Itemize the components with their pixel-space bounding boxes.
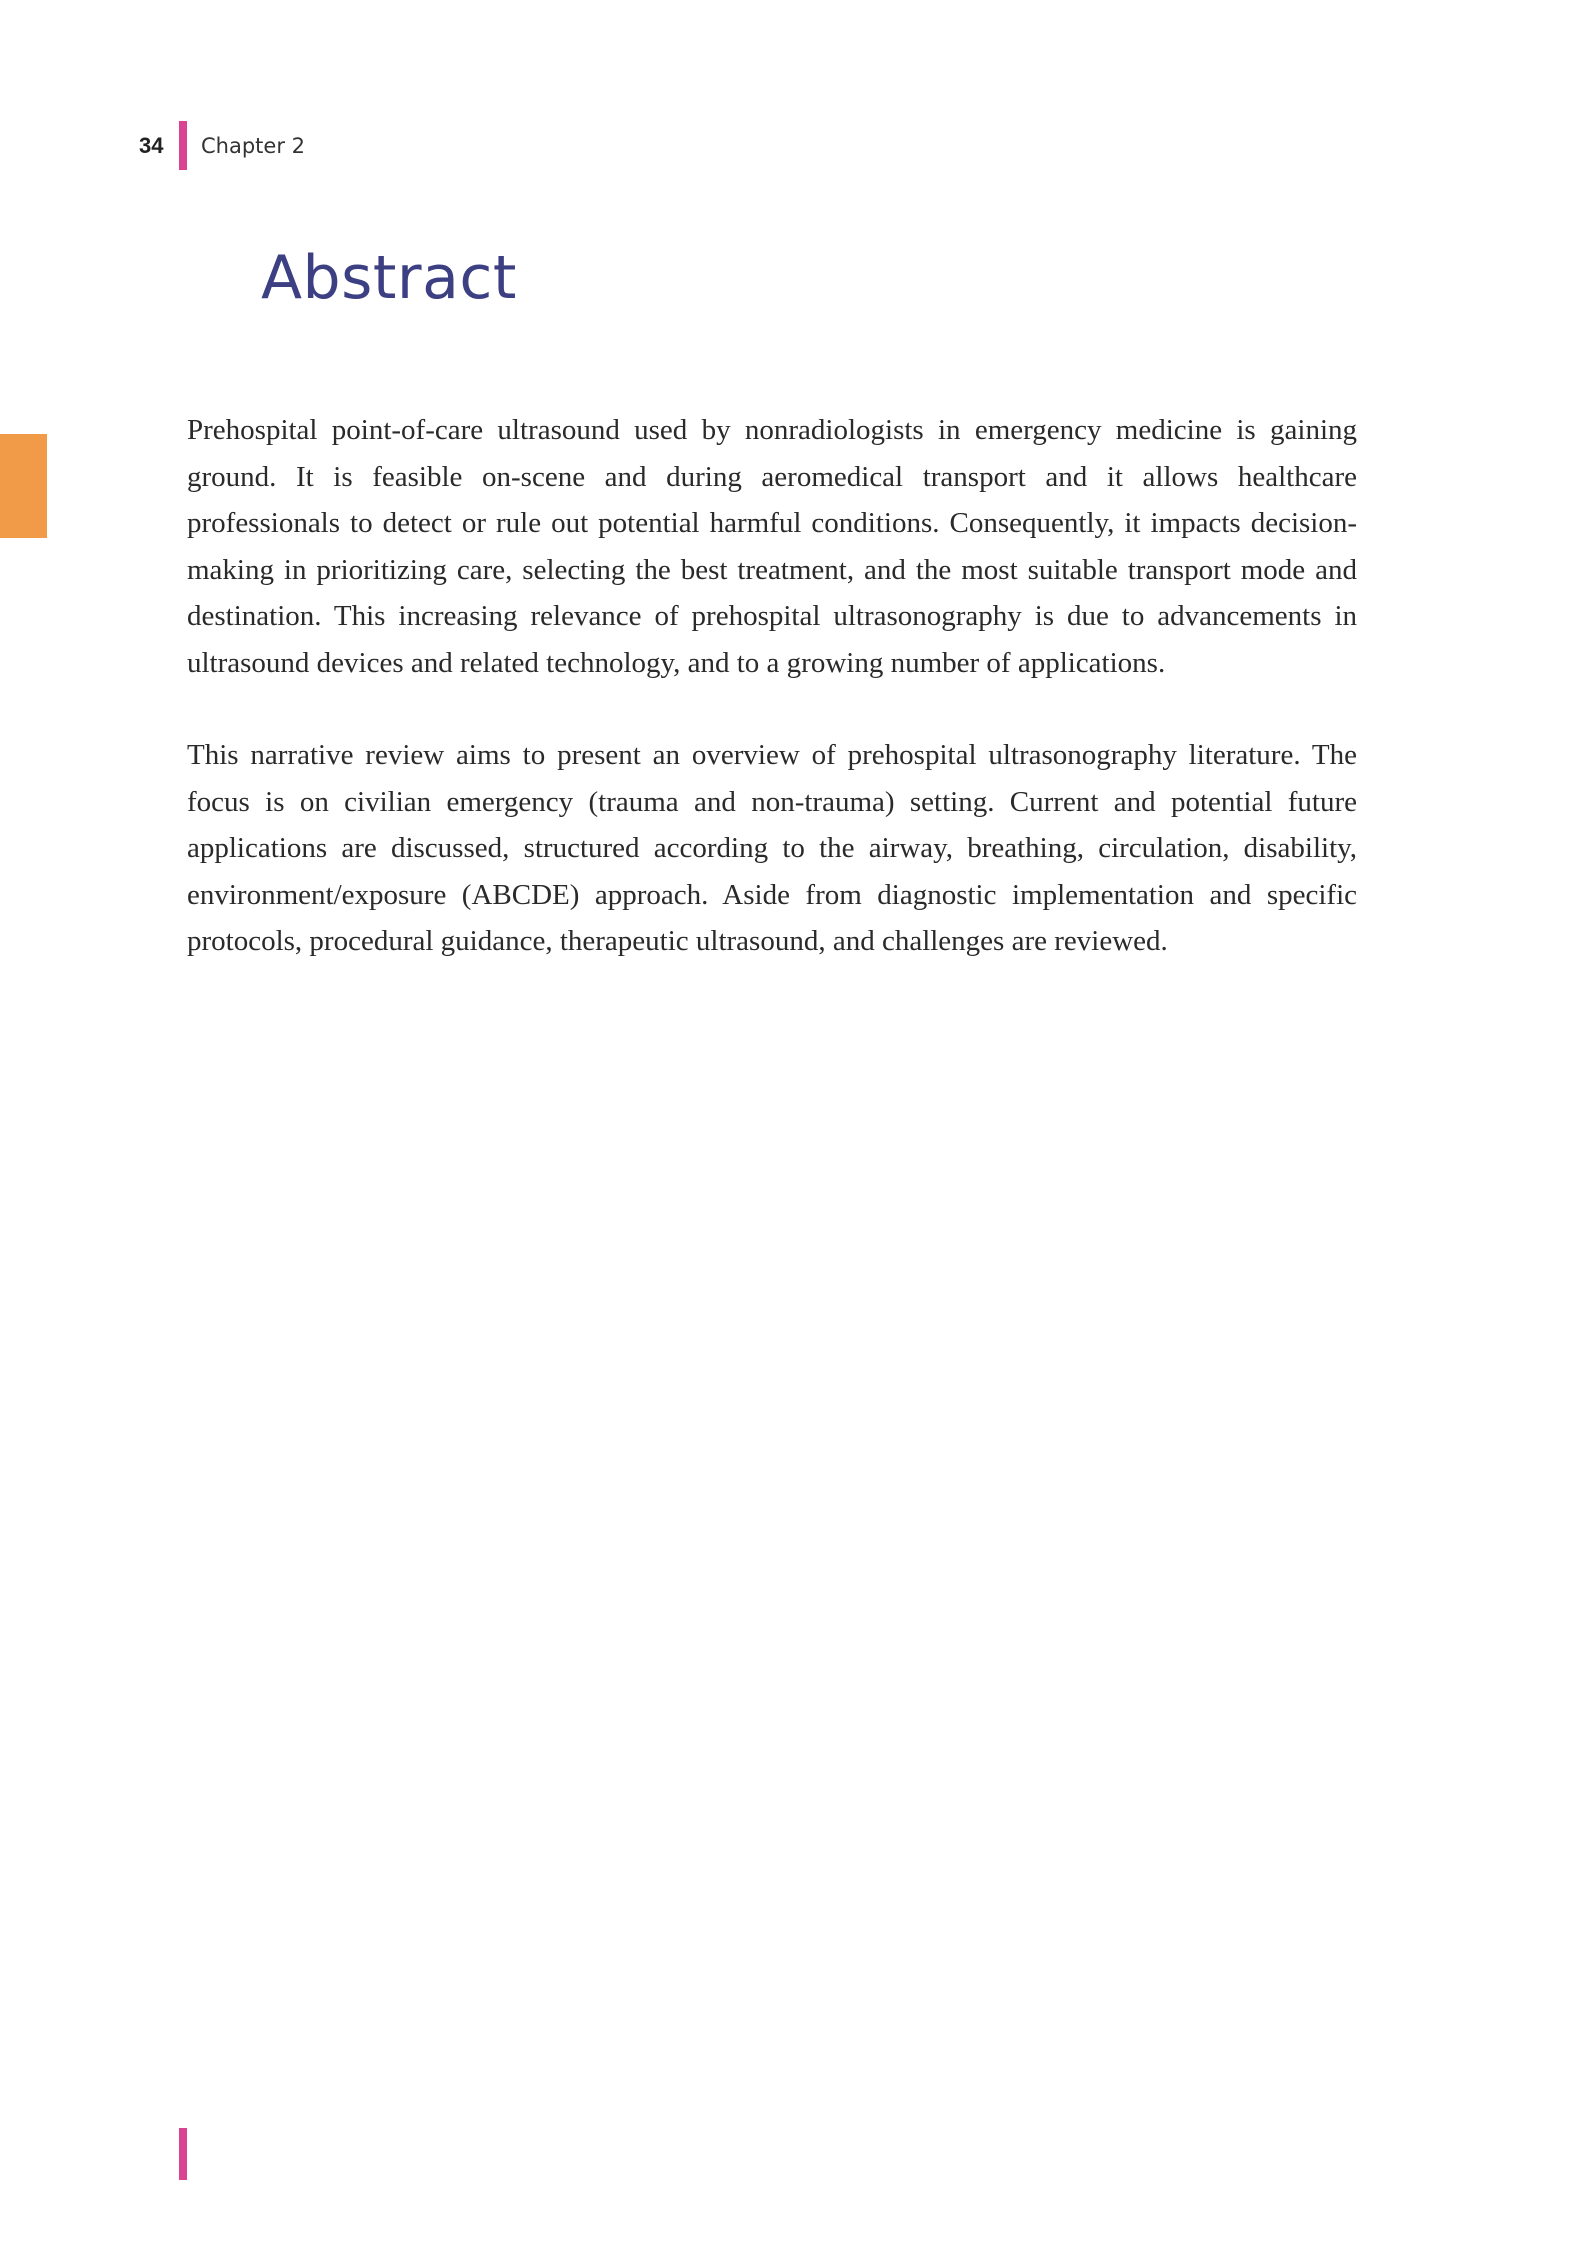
abstract-body — [187, 407, 1357, 1011]
chapter-label: Chapter 2 — [201, 134, 305, 158]
footer-accent-bar — [179, 2128, 187, 2180]
abstract-heading: Abstract — [261, 243, 517, 313]
page-number: 34 — [139, 133, 164, 158]
header-divider-bar — [179, 121, 187, 170]
chapter-side-tab — [0, 434, 47, 538]
abstract-paragraph-1: Prehospital point-of-care ultrasound used by nonradiologists in emergency medicine is gaining ground. It is feasible on-scene and during aeromedical transport and it allows healthcare professionals to detect or rule out potential harmful conditions. Consequently, it impacts decision-making in prioritizing care, selecting the best treatment, and the most suitable transport mode and destination. This increasing relevance of prehospital ultrasonography is due to advancements in ultrasound devices and related technology, and to a growing number of applications. — [187, 414, 1357, 679]
abstract-paragraph-2: This narrative review aims to present an overview of prehospital ultrasonography literature. The focus is on civilian emergency (trauma and non-trauma) setting. Current and potential future applications are discussed, structured according to the airway, breathing, circulation, disability, environment/exposure (ABCDE) approach. Aside from diagnostic implementation and specific protocols, procedural guidance, therapeutic ultrasound, and challenges are reviewed. — [187, 739, 1357, 957]
